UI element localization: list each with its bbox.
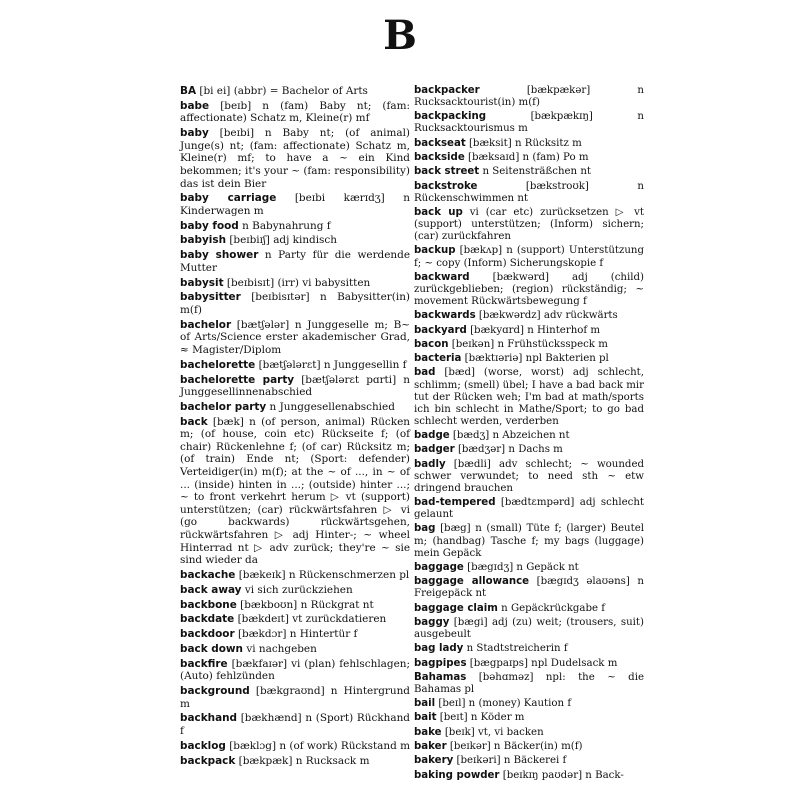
dictionary-entry <box>414 755 644 767</box>
dictionary-entry <box>414 181 644 205</box>
entry-definition: [beɪbi kærɪdʒ] n Kinderwagen m <box>180 192 410 217</box>
entry-headword: bail <box>414 698 436 710</box>
entry-definition: [bætʃələrɛt] n Junggesellin f <box>258 358 407 371</box>
dictionary-entry <box>414 111 644 135</box>
entry-headword: backbone <box>180 598 237 611</box>
entry-definition: [bæd] (worse, worst) adj schlecht, schlimm; (smell) übel; I have a bad back mir tut der Rücken weh; I'm bad at math/sports ich bin schlecht in Mathe/Sport; to go bad schlecht werden, verderben <box>414 367 644 427</box>
entry-headword: bachelor party <box>180 400 267 413</box>
entry-definition: [beɪkəri] n Bäckerei f <box>456 755 567 767</box>
entry-definition: [beɪkən] n Frühstücksspeck m <box>451 338 608 350</box>
dictionary-entry <box>414 138 644 150</box>
entry-headword: bacon <box>414 338 449 350</box>
dictionary-entry <box>414 272 644 308</box>
entry-definition: n Stadtstreicherin f <box>466 643 568 655</box>
entry-definition: [bækwərdz] adv rückwärts <box>478 310 618 322</box>
entry-definition: [bækstroʊk] n Rückenschwimmen nt <box>414 180 644 204</box>
entry-definition: [beɪkɪŋ paʊdər] n Back- <box>502 769 624 781</box>
entry-definition: [beɪt] n Köder m <box>439 712 525 724</box>
dictionary-entry <box>180 569 410 582</box>
entry-headword: bagpipes <box>414 657 467 669</box>
dictionary-entry <box>414 741 644 753</box>
entry-headword: baby carriage <box>180 192 277 205</box>
dictionary-entry <box>180 643 410 656</box>
entry-definition: [beɪbi] n Baby nt; (of animal) Junge(s) nt; (fam: affectionate) Schatz m, Kleine(r) mf; to have a ~ ein Kind bekommen; it's your ~ (fam: responsibility) das ist dein Bier <box>180 127 411 190</box>
dictionary-entry <box>414 459 644 495</box>
dictionary-entry <box>414 727 644 739</box>
dictionary-entry <box>180 249 410 274</box>
entry-headword: baby <box>180 127 209 140</box>
entry-headword: bag <box>414 523 436 535</box>
entry-definition: n Gepäckrückgabe f <box>501 602 606 614</box>
entry-headword: Bahamas <box>414 671 467 683</box>
entry-definition: [bækwərd] adj (child) zurückgeblieben; (region) rückständig; ~ movement Rückwärtsbewegung f <box>414 271 644 307</box>
dictionary-entry <box>414 576 644 600</box>
entry-headword: back down <box>180 642 243 655</box>
entry-definition: [bæktɪəriə] npl Bakterien pl <box>464 353 609 365</box>
page-letter-heading: B <box>383 12 417 59</box>
entry-definition: [bædtɛmpərd] adj schlecht gelaunt <box>414 497 644 521</box>
dictionary-entry <box>414 497 644 521</box>
dictionary-entry <box>414 325 644 337</box>
entry-definition: [bækyɑrd] n Hinterhof m <box>470 324 601 336</box>
dictionary-entry <box>414 85 644 109</box>
entry-definition: [bækhænd] n (Sport) Rückhand f <box>180 712 410 738</box>
entry-headword: babe <box>180 99 210 112</box>
dictionary-entry <box>414 444 644 456</box>
entry-headword: baby food <box>180 219 239 232</box>
entry-headword: baker <box>414 741 447 753</box>
entry-headword: babysitter <box>180 291 241 304</box>
dictionary-entry <box>414 698 644 710</box>
dictionary-entry <box>414 152 644 164</box>
dictionary-entry <box>180 220 410 233</box>
entry-headword: back up <box>414 206 463 218</box>
entry-headword: backup <box>414 245 456 257</box>
entry-definition: [bædʒ] n Abzeichen nt <box>452 430 570 442</box>
dictionary-entry <box>180 416 410 567</box>
dictionary-entry <box>180 359 410 372</box>
entry-definition: [beɪk] vt, vi backen <box>444 726 544 738</box>
entry-headword: bacteria <box>414 353 462 365</box>
dictionary-entry <box>180 374 410 399</box>
dictionary-entry <box>414 712 644 724</box>
entry-definition: vi sich zurückziehen <box>244 583 353 596</box>
entry-definition: [bækpækɪŋ] n Rucksacktourismus m <box>414 111 644 135</box>
dictionary-entry <box>414 617 644 641</box>
dictionary-entry <box>180 658 410 683</box>
entry-headword: baggage <box>414 561 464 573</box>
entry-headword: backache <box>180 569 236 581</box>
dictionary-entry <box>414 367 644 427</box>
dictionary-entry <box>414 643 644 655</box>
entry-definition: [bækʌp] n (support) Unterstützung f; ~ copy (Inform) Sicherungskopie f <box>414 245 644 269</box>
dictionary-entry <box>180 192 410 217</box>
dictionary-entry <box>180 685 410 710</box>
dictionary-entry <box>180 291 410 316</box>
entry-headword: backwards <box>414 310 476 322</box>
entry-definition: [bætʃələr] n Junggeselle m; B~ of Arts/Science erster akademischer Grad, ≈ Magister/Diplom <box>180 318 410 356</box>
entry-definition: [beɪbisɪt] (irr) vi babysitten <box>226 276 371 289</box>
entry-definition: [bæg] n (small) Tüte f; (larger) Beutel m; (handbag) Tasche f; my bags (luggage) mein Gepäck <box>414 523 644 559</box>
entry-headword: backdate <box>180 613 235 626</box>
entry-definition: [beɪl] n (money) Kaution f <box>438 698 572 710</box>
entry-definition: [bi ei] (abbr) = Bachelor of Arts <box>199 85 368 97</box>
entry-definition: n Babynahrung f <box>242 219 331 232</box>
entry-headword: backyard <box>414 324 467 336</box>
entry-headword: baggage claim <box>414 602 498 614</box>
entry-headword: bag lady <box>414 643 464 655</box>
entry-headword: badge <box>414 430 450 442</box>
entry-definition: [bəhɑməz] npl: the ~ die Bahamas pl <box>414 671 644 695</box>
entry-definition: [bækdeɪt] vt zurückdatieren <box>237 613 387 626</box>
entry-definition: [bækgraʊnd] n Hintergrund m <box>180 685 410 710</box>
entry-definition: [bæk] n (of person, animal) Rücken m; (of house, coin etc) Rückseite f; (of chair) Rückenlehne f; (of car) Rücksitz m; (of train) Ende nt; (Sport: defender) Verteidiger(in) m(f); at the ~ of ..., in ~ of ... (inside) hinten in ...; (outside) hinter ...; ~ to front verkehrt herum ▷ vt (support) unterstützen; (car) rückwärtsfahren ▷ vi (go backwards) rückwärtsgehen, rückwärtsfahren ▷ adj Hinter-; ~ wheel Hinterrad nt ▷ adv zurück; they're ~ sie sind wieder da <box>180 415 410 567</box>
entry-headword: badger <box>414 444 455 456</box>
dictionary-entry <box>414 245 644 269</box>
entry-headword: bake <box>414 726 442 738</box>
entry-headword: backfire <box>180 657 228 670</box>
entry-headword: back <box>180 415 208 428</box>
entry-definition: vi (car etc) zurücksetzen ▷ vt (support) unterstützen; (Inform) sichern; (car) zurückfahren <box>414 206 644 243</box>
dictionary-entry <box>180 127 410 190</box>
dictionary-entry <box>414 603 644 615</box>
dictionary-entry <box>180 740 410 753</box>
dictionary-entry <box>180 712 410 737</box>
entry-headword: bait <box>414 712 437 724</box>
entry-definition: [bægpaɪps] npl Dudelsack m <box>469 657 618 669</box>
entry-headword: babysit <box>180 276 224 289</box>
entry-definition: [bæksit] n Rücksitz m <box>468 137 582 149</box>
entry-definition: [bækboʊn] n Rückgrat nt <box>240 598 374 611</box>
dictionary-entry <box>414 353 644 365</box>
entry-definition: [bækfaɪər] vi (plan) fehlschlagen; (Auto) fehlzünden <box>180 657 410 683</box>
entry-headword: baggy <box>414 616 450 628</box>
dictionary-entry <box>180 319 410 357</box>
entry-definition: [bæklɔg] n (of work) Rückstand m <box>229 739 410 752</box>
entry-headword: bachelor <box>180 318 232 331</box>
entry-headword: bachelorette <box>180 358 256 371</box>
entry-headword: backdoor <box>180 628 235 641</box>
dictionary-entry <box>180 100 410 125</box>
entry-definition: n Junggesellenabschied <box>269 400 395 413</box>
entry-headword: backhand <box>180 712 238 725</box>
entry-headword: back street <box>414 166 480 178</box>
dictionary-entry <box>180 628 410 641</box>
entry-definition: [bækdɔr] n Hintertür f <box>237 628 358 641</box>
dictionary-entry <box>180 85 410 98</box>
entry-definition: [bætʃələrɛt pɑrti] n Junggesellinnenabschied <box>180 373 410 399</box>
entry-headword: back away <box>180 583 242 596</box>
entry-headword: babyish <box>180 234 227 247</box>
entry-definition: vi nachgeben <box>246 642 317 655</box>
dictionary-entry <box>414 770 644 782</box>
entry-headword: bachelorette party <box>180 373 295 386</box>
entry-headword: backpacker <box>414 85 480 96</box>
entry-definition: [bægɪdʒ əlaʊəns] n Freigepäck nt <box>414 576 644 600</box>
dictionary-entry <box>414 430 644 442</box>
dictionary-entry <box>180 584 410 597</box>
dictionary-column-right <box>414 85 644 784</box>
dictionary-entry <box>414 523 644 559</box>
entry-definition: [bækpæk] n Rucksack m <box>238 754 370 767</box>
entry-headword: badly <box>414 458 446 470</box>
dictionary-entry <box>414 562 644 574</box>
entry-definition: [bægɪdʒ] n Gepäck nt <box>467 561 579 573</box>
entry-headword: backseat <box>414 137 466 149</box>
dictionary-entry <box>180 277 410 290</box>
dictionary-entry <box>180 613 410 626</box>
entry-headword: BA <box>180 85 197 97</box>
entry-headword: backlog <box>180 739 226 752</box>
entry-definition: [bædli] adv schlecht; ~ wounded schwer verwundet; to need sth ~ etw dringend brauchen <box>414 458 644 494</box>
dictionary-entry <box>180 599 410 612</box>
entry-headword: backpacking <box>414 111 486 123</box>
entry-definition: [bækpækər] n Rucksacktourist(in) m(f) <box>414 85 644 109</box>
entry-definition: [beɪb] n (fam) Baby nt; (fam: affectionate) Schatz m, Kleine(r) mf <box>180 99 411 125</box>
entry-definition: n Seitensträßchen nt <box>482 166 592 178</box>
dictionary-entry <box>180 234 410 247</box>
dictionary-entry <box>414 339 644 351</box>
entry-headword: background <box>180 685 250 698</box>
dictionary-entry <box>414 310 644 322</box>
dictionary-entry <box>414 658 644 670</box>
entry-headword: baby shower <box>180 249 259 262</box>
entry-definition: [beɪbisɪtər] n Babysitter(in) m(f) <box>180 291 411 316</box>
entry-definition: [bækeɪk] n Rückenschmerzen pl <box>238 569 410 581</box>
entry-headword: backpack <box>180 754 236 767</box>
entry-definition: [beɪbiɪʃ] adj kindisch <box>229 234 337 247</box>
entry-headword: backward <box>414 271 470 283</box>
dictionary-column-left <box>180 85 410 769</box>
entry-headword: bad <box>414 367 436 379</box>
dictionary-entry <box>414 166 644 178</box>
entry-definition: [beɪkər] n Bäcker(in) m(f) <box>449 741 583 753</box>
dictionary-entry <box>414 672 644 696</box>
entry-headword: baggage allowance <box>414 576 530 588</box>
entry-definition: [bægi] adj (zu) weit; (trousers, suit) ausgebeult <box>414 616 644 640</box>
entry-definition: n Party für die werdende Mutter <box>180 249 410 274</box>
dictionary-entry <box>180 401 410 414</box>
dictionary-entry <box>414 207 644 243</box>
entry-headword: backstroke <box>414 180 478 192</box>
entry-headword: baking powder <box>414 769 500 781</box>
entry-headword: bakery <box>414 755 454 767</box>
entry-definition: [bæksaɪd] n (fam) Po m <box>468 152 589 164</box>
entry-definition: [bædʒər] n Dachs m <box>457 444 563 456</box>
entry-headword: bad-tempered <box>414 497 496 509</box>
dictionary-entry <box>180 755 410 768</box>
entry-headword: backside <box>414 152 465 164</box>
